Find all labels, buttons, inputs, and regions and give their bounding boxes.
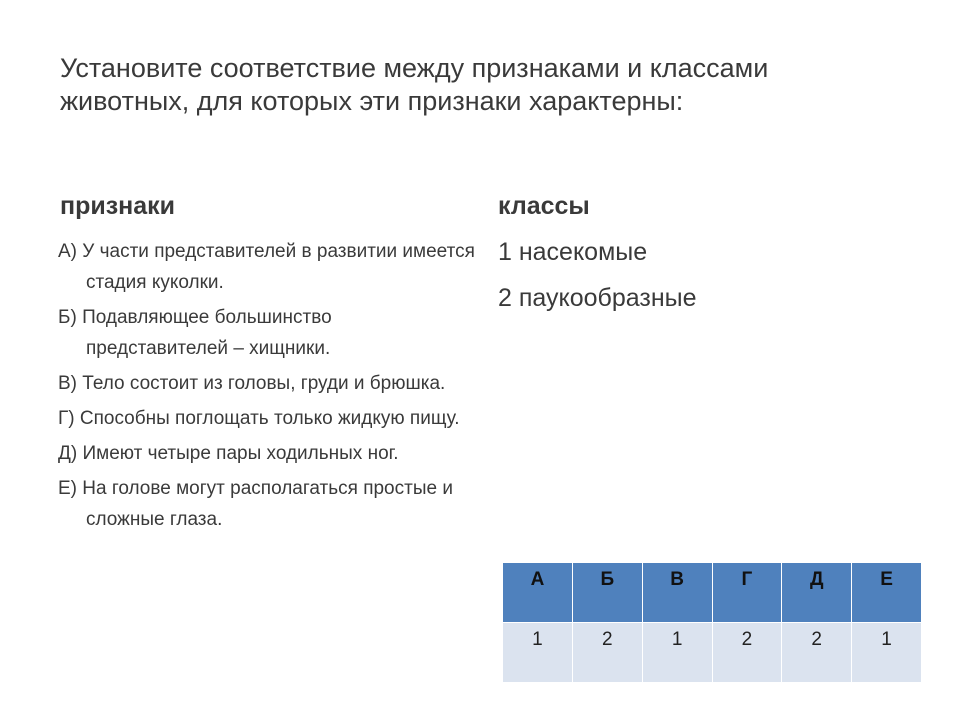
class-item-1: 1 насекомые <box>498 238 648 266</box>
trait-item-a: А) У части представителей в развитии имеется стадия куколки. <box>58 241 475 293</box>
answer-table-row <box>503 623 922 683</box>
answer-value-a: 1 <box>503 623 573 683</box>
slide-title: Установите соответствие между признаками и классами животных, для которых эти признаки характерны: <box>60 53 769 116</box>
trait-item-d: Д) Имеют четыре пары ходильных ног. <box>58 443 399 464</box>
answer-header-e: Е <box>852 563 922 623</box>
traits-heading: признаки <box>60 192 176 220</box>
answer-value-v: 1 <box>642 623 712 683</box>
answer-header-d: Д <box>782 563 852 623</box>
answer-header-b: Б <box>572 563 642 623</box>
traits-list <box>58 236 478 539</box>
answer-table <box>502 562 922 683</box>
class-item-2: 2 паукообразные <box>498 284 697 312</box>
answer-value-e: 1 <box>852 623 922 683</box>
answer-value-d: 2 <box>782 623 852 683</box>
answer-value-g: 2 <box>712 623 782 683</box>
answer-header-v: В <box>642 563 712 623</box>
answer-table-header-row <box>503 563 922 623</box>
trait-item-v: В) Тело состоит из головы, груди и брюшка. <box>58 373 446 394</box>
classes-heading: классы <box>498 192 590 220</box>
trait-item-e: Е) На голове могут располагаться простые и сложные глаза. <box>58 478 453 530</box>
trait-item-b: Б) Подавляющее большинство представителей – хищники. <box>58 307 332 359</box>
answer-header-g: Г <box>712 563 782 623</box>
answer-value-b: 2 <box>572 623 642 683</box>
classes-list <box>498 236 697 328</box>
answer-header-a: А <box>503 563 573 623</box>
trait-item-g: Г) Способны поглощать только жидкую пищу. <box>58 408 460 429</box>
